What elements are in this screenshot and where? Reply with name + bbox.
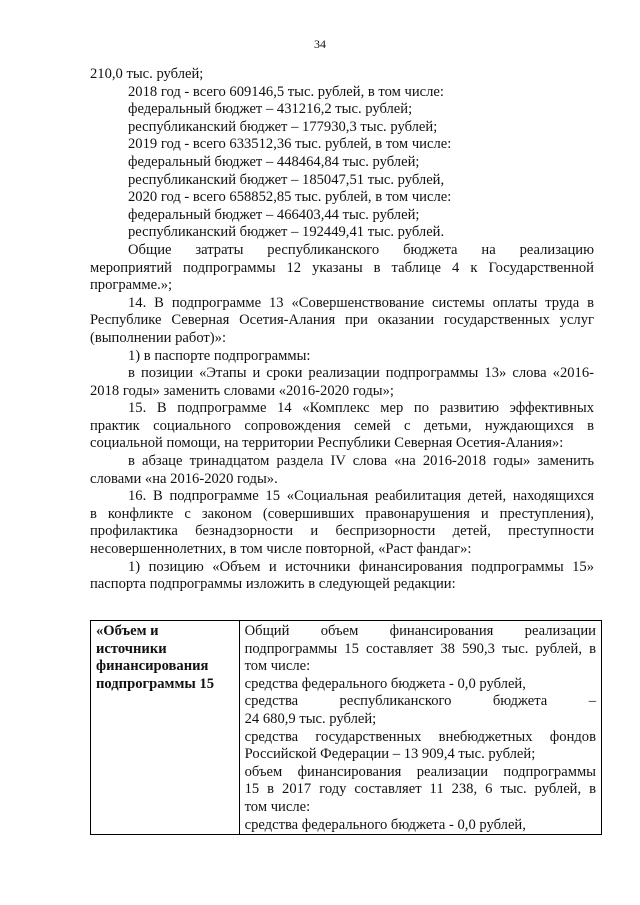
content-line: средства федерального бюджета - 0,0 рублей, — [244, 675, 526, 692]
paragraph-line: 1) в паспорте подпрограммы: — [128, 347, 311, 364]
content-line: Российской Федерации – 13 909,4 тыс. рублей; — [244, 746, 536, 763]
paragraph-line: в абзаце тринадцатом раздела IV слова «на 2016-2018 годы» заменить — [128, 453, 594, 470]
paragraph-line: в позиции «Этапы и сроки реализации подпрограммы 13» слова «2016- — [128, 365, 594, 382]
text-line: федеральный бюджет – 466403,44 тыс. рублей; — [128, 206, 420, 223]
content-line: 24 680,9 тыс. рублей; — [244, 710, 377, 727]
paragraph-line: 15. В подпрограмме 14 «Комплекс мер по развитию эффективных — [128, 400, 594, 417]
content-line: том числе: — [244, 798, 311, 815]
page-number: 34 — [314, 37, 326, 51]
paragraph-line: профилактика безнадзорности и беспризорности детей, преступности — [90, 523, 594, 540]
table-label-cell — [91, 621, 240, 835]
paragraph-line: программе.»; — [90, 277, 173, 294]
content-line: средства федерального бюджета - 0,0 рублей, — [244, 816, 526, 833]
text-line: федеральный бюджет – 448464,84 тыс. рублей; — [128, 153, 420, 170]
content-line: объем финансирования реализации подпрограммы — [244, 763, 596, 780]
document-body — [90, 66, 594, 594]
paragraph-line: несовершеннолетних, в том числе повторной, «Раст фандаг»: — [90, 541, 472, 558]
paragraph-line: паспорта подпрограммы изложить в следующей редакции: — [90, 576, 456, 593]
paragraph-line: социальной помощи, на территории Республики Северная Осетия-Алания»: — [90, 435, 564, 452]
paragraph-line: в конфликте с законом (совершивших правонарушения и преступления), — [90, 505, 594, 522]
content-line: подпрограммы 15 составляет 38 590,3 тыс. рублей, в — [244, 640, 596, 657]
paragraph-line: Республике Северная Осетия-Алания при оказании государственных услуг — [90, 312, 594, 329]
paragraph-line: мероприятий подпрограммы 12 указаны в таблице 4 к Государственной — [90, 259, 594, 276]
text-line: республиканский бюджет – 185047,51 тыс. рублей, — [128, 171, 445, 188]
content-line: том числе: — [244, 658, 311, 675]
paragraph-line: 2018 годы» заменить словами «2016-2020 годы»; — [90, 382, 394, 399]
text-line: 210,0 тыс. рублей; — [90, 66, 204, 82]
paragraph-line: Общие затраты республиканского бюджета на реализацию — [128, 241, 594, 258]
label-line: «Объем и — [96, 623, 159, 639]
label-line: финансирования — [96, 658, 209, 675]
text-line: 2018 год - всего 609146,5 тыс. рублей, в том числе: — [128, 83, 444, 100]
paragraph-line: 1) позицию «Объем и источники финансирования подпрограммы 15» — [128, 558, 594, 575]
label-line: подпрограммы 15 — [96, 675, 215, 692]
text-line: республиканский бюджет – 192449,41 тыс. рублей. — [128, 224, 445, 241]
text-line: 2020 год - всего 658852,85 тыс. рублей, в том числе: — [128, 189, 452, 206]
paragraph-line: 16. В подпрограмме 15 «Социальная реабилитация детей, находящихся — [128, 488, 594, 505]
text-line: 2019 год - всего 633512,36 тыс. рублей, в том числе: — [128, 136, 452, 153]
content-line: средства государственных внебюджетных фондов — [244, 728, 596, 745]
table-row — [91, 621, 602, 835]
paragraph-line: практик социального сопровождения семей с детьми, нуждающихся в — [90, 417, 594, 434]
paragraph-line: словами «на 2016-2020 годы». — [90, 470, 278, 487]
content-line: 15 в 2017 году составляет 11 238, 6 тыс. рублей, в — [244, 781, 596, 798]
text-line: федеральный бюджет – 431216,2 тыс. рублей; — [128, 101, 413, 118]
content-line: средства республиканского бюджета – — [244, 693, 596, 710]
content-line: Общий объем финансирования реализации — [244, 623, 596, 639]
label-line: источники — [96, 640, 167, 657]
table-content-cell — [239, 621, 601, 835]
paragraph-line: (выполнении работ)»: — [90, 329, 227, 346]
financing-table — [90, 620, 602, 835]
text-line: республиканский бюджет – 177930,3 тыс. рублей; — [128, 118, 438, 135]
paragraph-line: 14. В подпрограмме 13 «Совершенствование системы оплаты труда в — [128, 294, 594, 311]
